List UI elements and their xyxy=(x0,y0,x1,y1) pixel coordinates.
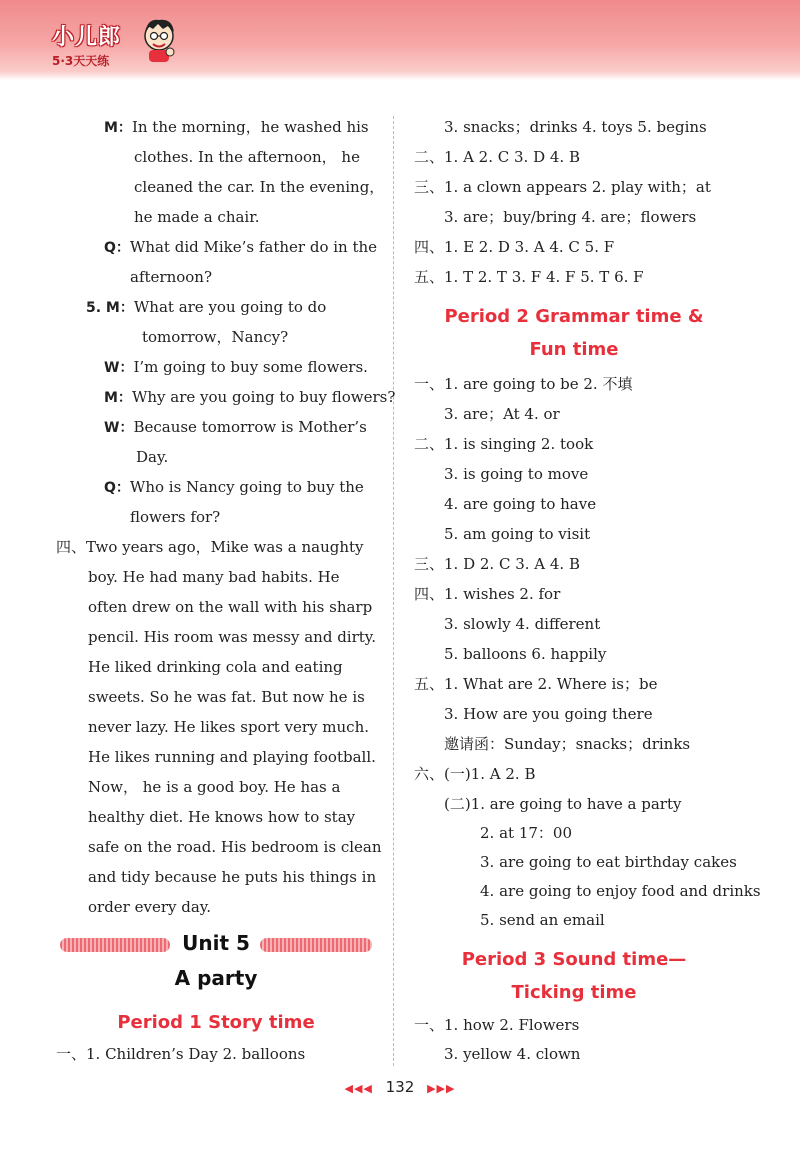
answer-line: 5. M：What are you going to do xyxy=(86,298,327,316)
answer-line: 3. are going to eat birthday cakes xyxy=(480,853,737,871)
passage-line: He likes running and playing football. xyxy=(88,748,376,766)
passage-line: safe on the road. His bedroom is clean xyxy=(88,838,382,856)
answer-line: 5. balloons 6. happily xyxy=(444,645,607,663)
answer-line: 四、1. wishes 2. for xyxy=(414,585,561,603)
passage-line: often drew on the wall with his sharp xyxy=(88,598,373,616)
page-number xyxy=(0,1078,800,1096)
answer-line: 四、1. E 2. D 3. A 4. C 5. F xyxy=(414,238,615,256)
answer-line: 2. at 17：00 xyxy=(480,824,572,842)
answer-line: Q：Who is Nancy going to buy the xyxy=(104,478,364,496)
answer-line: clothes. In the afternoon， he xyxy=(134,148,360,166)
period2-heading-line2: Fun time xyxy=(529,339,619,360)
answer-line: 3. are；At 4. or xyxy=(444,405,560,423)
passage-line: never lazy. He likes sport very much. xyxy=(88,718,370,736)
answer-line: 3. How are you going there xyxy=(444,705,653,723)
answer-line: 4. are going to have xyxy=(444,495,597,513)
logo-subtitle: 5·3天天练 xyxy=(52,54,110,68)
answer-line: 4. are going to enjoy food and drinks xyxy=(480,882,761,900)
answer-line: afternoon? xyxy=(130,268,212,286)
answer-line: 5. am going to visit xyxy=(444,525,591,543)
answer-line: M：Why are you going to buy flowers? xyxy=(104,388,396,406)
answer-line: 5. send an email xyxy=(480,911,605,929)
answer-line: 四、Two years ago，Mike was a naughty xyxy=(56,538,364,556)
period3-heading: Period 3 Sound time— xyxy=(461,949,687,970)
passage-line: He liked drinking cola and eating xyxy=(88,658,343,676)
answer-line: cleaned the car. In the evening， xyxy=(134,178,385,196)
answer-line: 二、1. A 2. C 3. D 4. B xyxy=(414,148,580,166)
unit-subtitle: A party xyxy=(174,966,258,990)
answer-line: he made a chair. xyxy=(134,208,260,226)
answer-line: W：Because tomorrow is Mother’s xyxy=(104,418,367,436)
passage-line: pencil. His room was messy and dirty. xyxy=(88,628,377,646)
answer-line: 3. yellow 4. clown xyxy=(444,1045,581,1063)
answer-line: 一、1. are going to be 2. 不填 xyxy=(414,375,633,393)
passage-line: Now， he is a good boy. He has a xyxy=(88,778,341,796)
answer-line: Day. xyxy=(136,448,169,466)
period1-heading: Period 1 Story time xyxy=(117,1012,315,1033)
answer-line: M：In the morning，he washed his xyxy=(104,118,369,136)
answer-line: 3. is going to move xyxy=(444,465,589,483)
answer-line: 一、1. how 2. Flowers xyxy=(414,1016,580,1034)
answer-line: 二、1. is singing 2. took xyxy=(414,435,594,453)
prev-arrows-icon: ◀◀◀ xyxy=(344,1082,373,1095)
passage-line: order every day. xyxy=(88,898,212,916)
page-number-value: 132 xyxy=(385,1078,415,1096)
period2-heading: Period 2 Grammar time & xyxy=(444,306,704,327)
passage-line: boy. He had many bad habits. He xyxy=(88,568,340,586)
column-divider xyxy=(393,116,394,1066)
answer-line: 3. slowly 4. different xyxy=(444,615,601,633)
answer-line: 五、1. T 2. T 3. F 4. F 5. T 6. F xyxy=(414,268,644,286)
answer-line: W：I’m going to buy some flowers. xyxy=(104,358,368,376)
logo-title: 小儿郎 xyxy=(52,25,122,50)
answer-line: tomorrow，Nancy? xyxy=(142,328,289,346)
answer-line: 3. are；buy/bring 4. are；flowers xyxy=(444,208,697,226)
answer-line: 邀请函：Sunday；snacks；drinks xyxy=(444,735,691,753)
answer-line: (二)1. are going to have a party xyxy=(444,795,682,813)
passage-line: sweets. So he was fat. But now he is xyxy=(88,688,365,706)
next-arrows-icon: ▶▶▶ xyxy=(427,1082,456,1095)
brand-logo xyxy=(52,20,182,76)
mascot-icon xyxy=(138,16,180,64)
unit-title: Unit 5 xyxy=(182,931,250,955)
answer-line: Q：What did Mike’s father do in the xyxy=(104,238,378,256)
answer-line: 三、1. D 2. C 3. A 4. B xyxy=(414,555,580,573)
answer-line: 三、1. a clown appears 2. play with；at xyxy=(414,178,711,196)
answer-line: 六、(一)1. A 2. B xyxy=(414,765,536,783)
passage-line: and tidy because he puts his things in xyxy=(88,868,377,886)
answer-line: 3. snacks；drinks 4. toys 5. begins xyxy=(444,118,707,136)
answer-line: 五、1. What are 2. Where is；be xyxy=(414,675,658,693)
period1-answer-line: 一、1. Children’s Day 2. balloons xyxy=(56,1045,306,1063)
answer-line: flowers for? xyxy=(130,508,221,526)
period3-heading-line2: Ticking time xyxy=(511,982,637,1003)
passage-line: healthy diet. He knows how to stay xyxy=(88,808,356,826)
unit-banner xyxy=(60,931,372,955)
